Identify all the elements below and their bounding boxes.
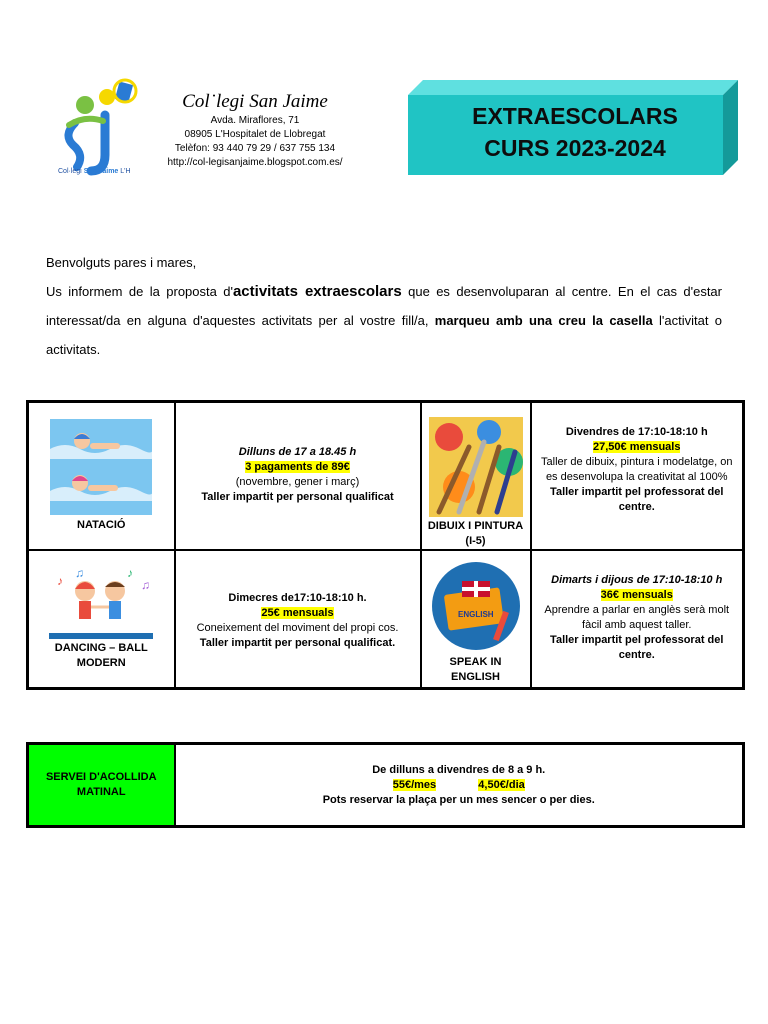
school-address: Avda. Miraflores, 71 <box>210 115 300 126</box>
morning-service-details: De dilluns a divendres de 8 a 9 h. 55€/mes 4,50€/dia Pots reservar la plaça per un mes sencer o per dies. <box>175 744 744 827</box>
morning-service-table <box>26 742 745 828</box>
greeting: Benvolguts pares i mares, <box>46 255 197 270</box>
price-per-day: 4,50€/dia <box>478 778 525 791</box>
swimming-details: Dilluns de 17 a 18.45 h 3 pagaments de 89€ (novembre, gener i març) Taller impartit per personal qualificat <box>175 402 421 551</box>
school-phone: Telèfon: 93 440 79 29 / 637 755 134 <box>174 143 336 154</box>
swimming-price: 3 pagaments de 89€ <box>245 461 350 473</box>
price-per-month: 55€/mes <box>392 778 437 791</box>
intro-text <box>46 248 722 364</box>
dancing-kids-image-icon <box>49 563 153 639</box>
english-book-image-icon <box>428 561 524 651</box>
dancing-details: Dimecres de17:10-18:10 h. 25€ mensuals Coneixement del moviment del propi cos. Taller impartit per personal qualificat. <box>175 550 421 688</box>
english-cell[interactable]: ENGLISH SPEAK IN ENGLISH <box>421 550 531 688</box>
school-website[interactable]: http://col-legisanjaime.blogspot.com.es/ <box>167 157 343 168</box>
school-city: 08905 L'Hospitalet de Llobregat <box>184 129 326 140</box>
school-name: Col˙legi San Jaime <box>182 91 328 112</box>
drawing-cell[interactable]: DIBUIX I PINTURA (I-5) <box>421 402 531 551</box>
activities-table <box>26 400 745 690</box>
drawing-price: 27,50€ mensuals <box>593 441 681 453</box>
swimming-image-icon <box>50 419 152 515</box>
svg-text:♪: ♪ <box>57 574 64 588</box>
english-price: 36€ mensuals <box>600 589 673 601</box>
english-details: Dimarts i dijous de 17:10-18:10 h 36€ mensuals Aprendre a parlar en anglès serà molt fàcil amb aquest taller. Taller impartit pel professorat del centre. <box>531 550 744 688</box>
drawing-details: Divendres de 17:10-18:10 h 27,50€ mensuals Taller de dibuix, pintura i modelatge, on es desenvolupa la creativitat al 100% Taller impartit pel professorat del centre. <box>531 402 744 551</box>
svg-text:♫: ♫ <box>141 578 151 592</box>
morning-service-name[interactable]: SERVEI D'ACOLLIDA MATINAL <box>28 744 175 827</box>
school-info <box>150 90 360 170</box>
svg-text:♪: ♪ <box>127 566 134 580</box>
paint-brushes-image-icon <box>429 417 523 517</box>
swimming-name: NATACIÓ <box>77 519 126 531</box>
svg-text:♫: ♫ <box>75 566 85 580</box>
logo-caption: Col·legi San Jaime L'H <box>58 168 131 175</box>
dancing-cell[interactable]: ♪ ♫ ♪ ♫ DANCING – BALL MODERN <box>28 550 175 688</box>
page-title: EXTRAESCOLARS CURS 2023-2024 <box>472 103 678 161</box>
dancing-price: 25€ mensuals <box>261 607 334 619</box>
swimming-cell[interactable] <box>28 402 175 551</box>
intro-paragraph: Us informem de la proposta d'activitats extraescolars que es desenvoluparan al centre. En el cas d'estar interessat/da en alguna d'aquestes activitats per al vostre fill/a, marqueu amb una creu la casella l'activitat o activitats. <box>46 283 722 357</box>
svg-text:ENGLISH: ENGLISH <box>457 610 494 619</box>
